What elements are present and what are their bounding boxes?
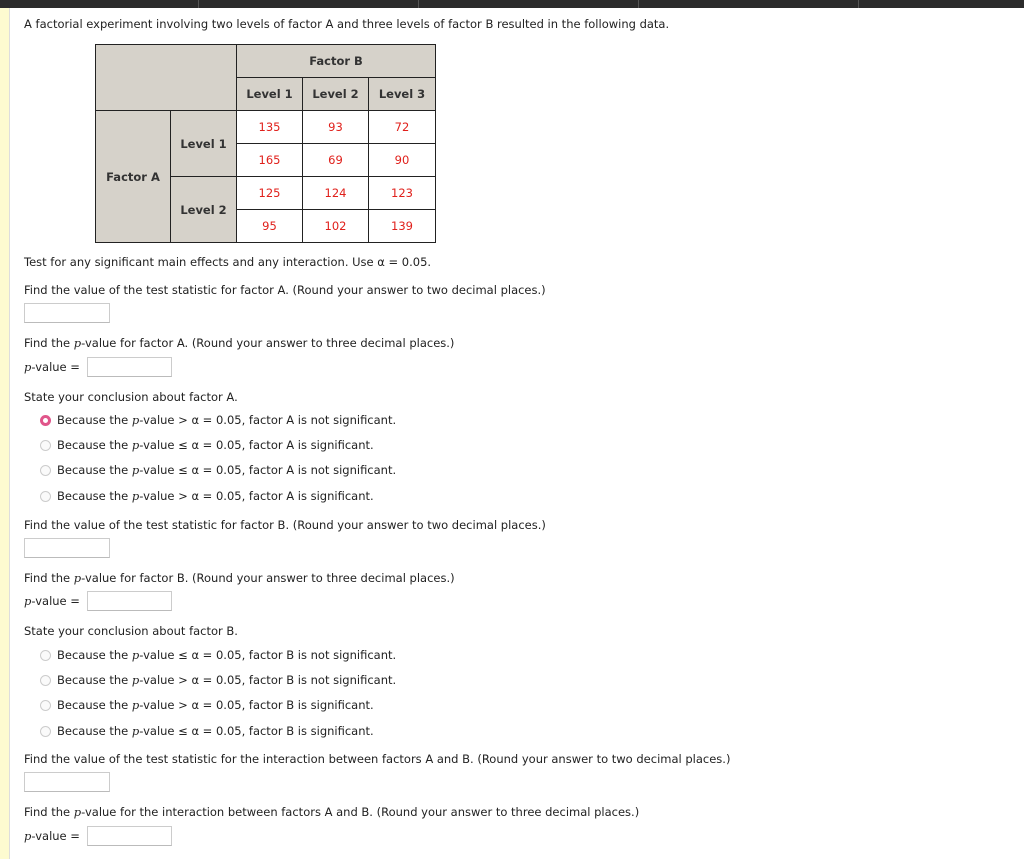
radio-a-2[interactable] (40, 440, 51, 451)
instruction: Test for any significant main effects and any interaction. Use α = 0.05. (24, 255, 432, 269)
cell: 124 (303, 177, 369, 210)
p-value-label: p-value = (24, 594, 80, 608)
cell: 102 (303, 210, 369, 243)
browser-tab-bar (0, 0, 1024, 8)
radio-b-2[interactable] (40, 675, 51, 686)
col-level-1: Level 1 (237, 78, 303, 111)
cell: 72 (369, 111, 436, 144)
question-stat-ab: Find the value of the test statistic for the interaction between factors A and B. (Round your answer to two decimal places.) (24, 752, 731, 766)
cell: 123 (369, 177, 436, 210)
col-level-3: Level 3 (369, 78, 436, 111)
option-a-2[interactable]: Because the p-value ≤ α = 0.05, factor A is significant. (57, 438, 374, 452)
intro-text: A factorial experiment involving two levels of factor A and three levels of factor B resulted in the following data. (24, 17, 670, 31)
option-b-3[interactable]: Because the p-value > α = 0.05, factor B is significant. (57, 698, 374, 712)
p-a-input[interactable] (87, 357, 172, 377)
col-level-2: Level 2 (303, 78, 369, 111)
stat-b-input[interactable] (24, 538, 110, 558)
option-b-1[interactable]: Because the p-value ≤ α = 0.05, factor B is not significant. (57, 648, 397, 662)
row-level-1: Level 1 (171, 111, 237, 177)
p-value-label: p-value = (24, 829, 80, 843)
option-b-2[interactable]: Because the p-value > α = 0.05, factor B is not significant. (57, 673, 397, 687)
stat-ab-input[interactable] (24, 772, 110, 792)
stat-a-input[interactable] (24, 303, 110, 323)
p-ab-input[interactable] (87, 826, 172, 846)
option-a-4[interactable]: Because the p-value > α = 0.05, factor A is significant. (57, 489, 374, 503)
row-level-2: Level 2 (171, 177, 237, 243)
cell: 69 (303, 144, 369, 177)
cell: 93 (303, 111, 369, 144)
radio-b-3[interactable] (40, 700, 51, 711)
question-p-a: Find the p-value for factor A. (Round your answer to three decimal places.) (24, 336, 455, 350)
radio-a-1[interactable] (40, 415, 51, 426)
radio-b-4[interactable] (40, 726, 51, 737)
p-b-input[interactable] (87, 591, 172, 611)
p-value-label: p-value = (24, 360, 80, 374)
radio-a-3[interactable] (40, 465, 51, 476)
question-stat-b: Find the value of the test statistic for factor B. (Round your answer to two decimal places.) (24, 518, 546, 532)
option-a-1[interactable]: Because the p-value > α = 0.05, factor A is not significant. (57, 413, 397, 427)
radio-a-4[interactable] (40, 491, 51, 502)
cell: 95 (237, 210, 303, 243)
question-p-b: Find the p-value for factor B. (Round your answer to three decimal places.) (24, 571, 455, 585)
question-conclusion-b: State your conclusion about factor B. (24, 624, 238, 638)
cell: 139 (369, 210, 436, 243)
question-p-ab: Find the p-value for the interaction between factors A and B. (Round your answer to three decimal places.) (24, 805, 640, 819)
cell: 165 (237, 144, 303, 177)
factor-b-header: Factor B (237, 45, 436, 78)
factor-a-header: Factor A (96, 111, 171, 243)
question-stat-a: Find the value of the test statistic for factor A. (Round your answer to two decimal places.) (24, 283, 546, 297)
cell: 90 (369, 144, 436, 177)
data-table (95, 44, 436, 243)
cell: 125 (237, 177, 303, 210)
cell: 135 (237, 111, 303, 144)
question-conclusion-a: State your conclusion about factor A. (24, 390, 238, 404)
radio-b-1[interactable] (40, 650, 51, 661)
option-a-3[interactable]: Because the p-value ≤ α = 0.05, factor A is not significant. (57, 463, 397, 477)
side-strip (0, 8, 10, 859)
option-b-4[interactable]: Because the p-value ≤ α = 0.05, factor B is significant. (57, 724, 374, 738)
